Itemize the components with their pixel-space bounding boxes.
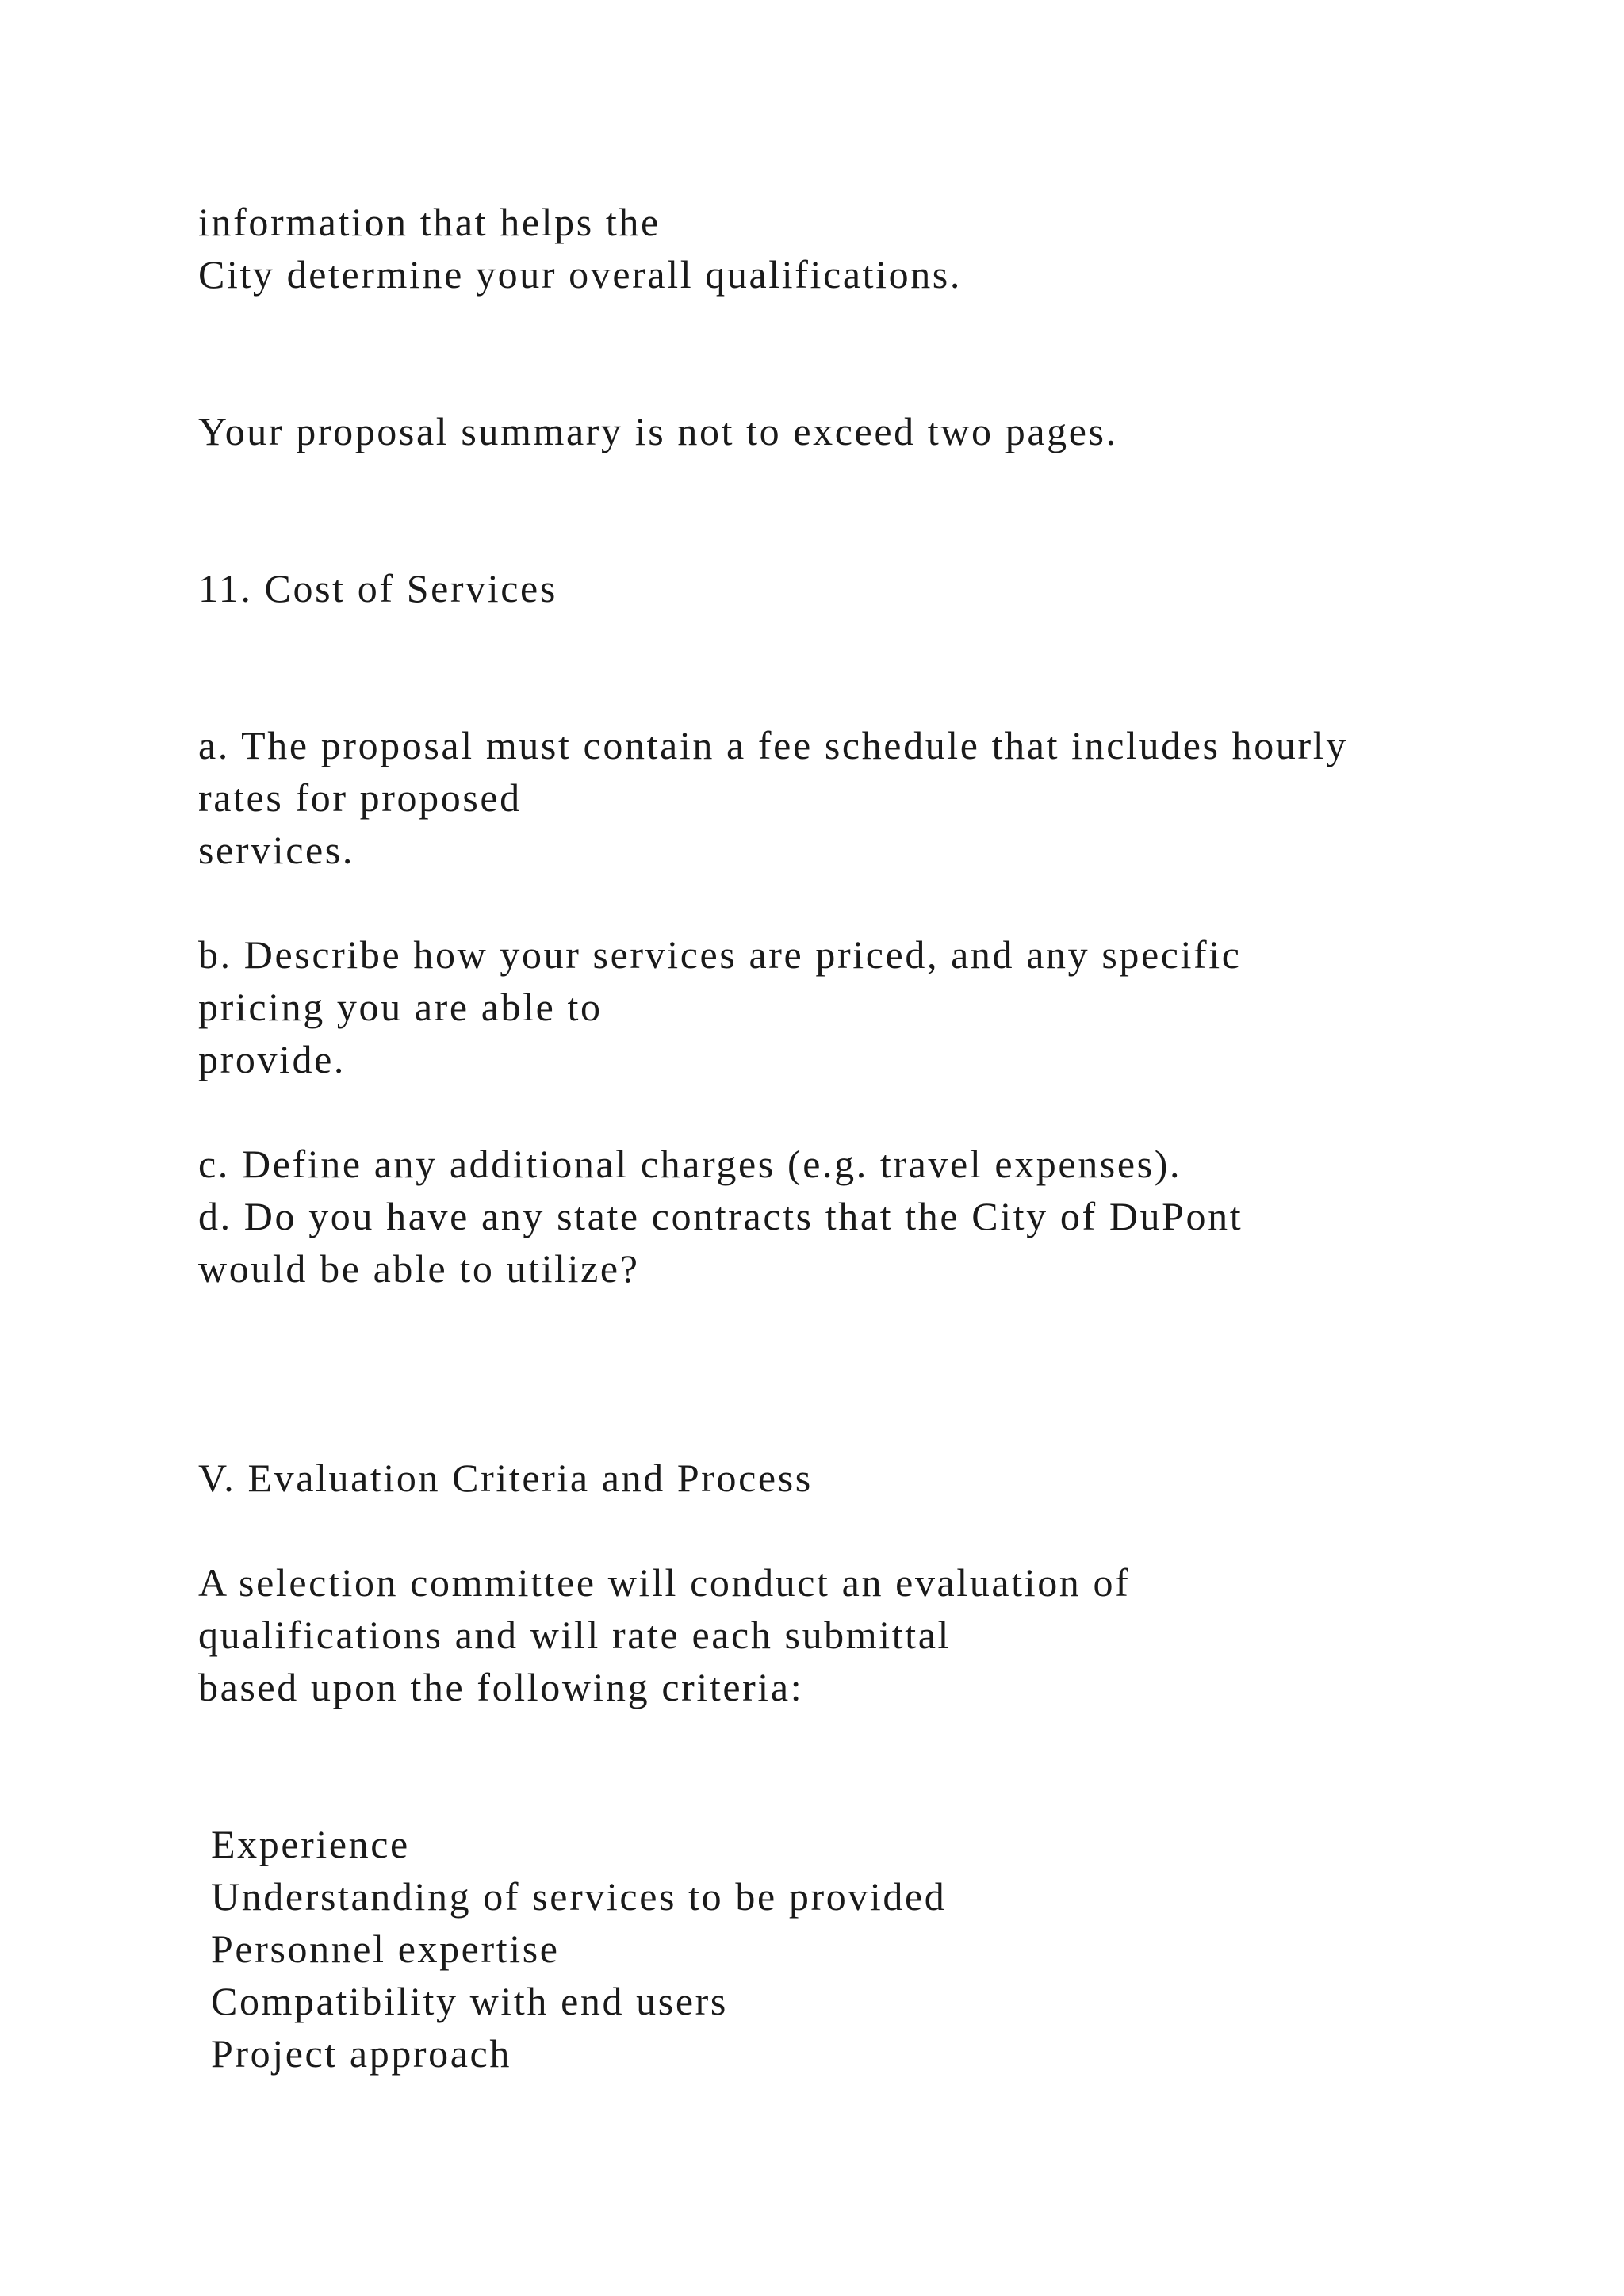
- evaluation-paragraph-line-2: qualifications and will rate each submittal: [198, 1613, 952, 1657]
- criteria-item: Experience: [211, 1822, 410, 1866]
- section-11-heading: 11. Cost of Services: [198, 566, 557, 610]
- item-a-line-1: a. The proposal must contain a fee schedule that includes hourly: [198, 723, 1348, 767]
- item-d-line-1: d. Do you have any state contracts that the City of DuPont: [198, 1194, 1243, 1238]
- criteria-item: Understanding of services to be provided: [211, 1874, 947, 1919]
- criteria-item: Project approach: [211, 2031, 511, 2076]
- section-v-heading: V. Evaluation Criteria and Process: [198, 1456, 813, 1500]
- item-b-line-2: pricing you are able to: [198, 985, 603, 1029]
- criteria-item: Compatibility with end users: [211, 1979, 728, 2023]
- intro-line-1: information that helps the: [198, 200, 661, 244]
- item-a-line-3: services.: [198, 828, 354, 872]
- item-a-line-2: rates for proposed: [198, 775, 522, 820]
- item-b-line-1: b. Describe how your services are priced, and any specific: [198, 932, 1242, 977]
- summary-limit-text: Your proposal summary is not to exceed two pages.: [198, 409, 1118, 453]
- item-d-line-2: would be able to utilize?: [198, 1246, 640, 1291]
- intro-line-2: City determine your overall qualifications.: [198, 252, 962, 297]
- evaluation-paragraph-line-3: based upon the following criteria:: [198, 1665, 804, 1709]
- item-b-line-3: provide.: [198, 1037, 347, 1081]
- evaluation-paragraph-line-1: A selection committee will conduct an evaluation of: [198, 1560, 1131, 1605]
- item-c-line: c. Define any additional charges (e.g. travel expenses).: [198, 1142, 1182, 1186]
- criteria-item: Personnel expertise: [211, 1927, 560, 1971]
